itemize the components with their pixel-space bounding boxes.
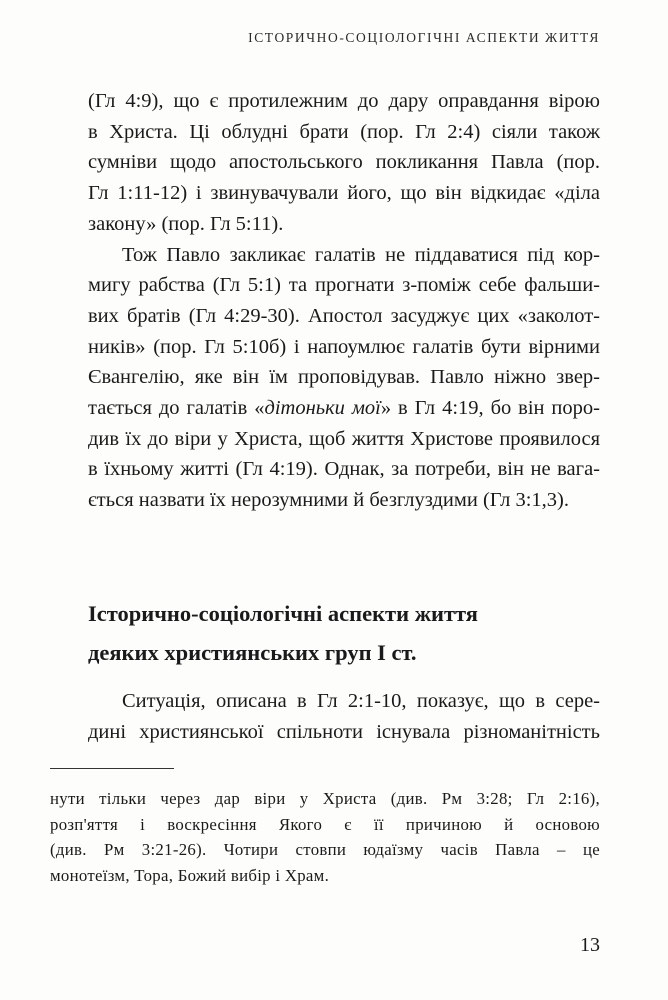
text-line: (Гл 4:9), що є протилежним до дару оправдання вірою — [88, 90, 600, 112]
text-line: мигу рабства (Гл 5:1) та прогнати з-поміж себе фальши- — [88, 274, 600, 297]
text-line: див їх до віри у Христа, щоб життя Христове проявилося — [88, 427, 600, 450]
text-line: в їхньому житті (Гл 4:19). Однак, за потреби, він не вага- — [88, 458, 600, 481]
text-line: Ситуація, описана в Гл 2:1-10, показує, що в сере- — [122, 690, 600, 712]
page-number: 13 — [580, 934, 600, 956]
text-line: Євангелію, яке він їм проповідував. Павло ніжно звер- — [88, 366, 600, 389]
footnote-line: (див. Рм 3:21-26). Чотири стовпи юдаїзму часів Павла – це — [50, 840, 600, 859]
text-line — [88, 393, 600, 424]
heading-line: Історично-соціологічні аспекти життя — [88, 601, 478, 626]
text-line: сумніви щодо апостольського покликання Павла (пор. — [88, 151, 600, 174]
text-line: вих братів (Гл 4:29-30). Апостол засуджує цих «заколот- — [88, 304, 600, 327]
paragraph-1 — [88, 86, 600, 240]
running-header: ІСТОРИЧНО-СОЦІОЛОГІЧНІ АСПЕКТИ ЖИТТЯ — [248, 30, 600, 45]
footnote-divider — [50, 768, 174, 769]
footnote-line: розп'яття і воскресіння Якого є її причиною й основою — [50, 814, 600, 834]
text-line: ється назвати їх нерозумними й безглуздими (Гл 3:1,3). — [88, 489, 569, 512]
section-paragraph — [88, 686, 600, 748]
footnote-line: нути тільки через дар віри у Христа (див. Рм 3:28; Гл 2:16), — [50, 789, 600, 808]
text-fragment: » в Гл 4:19, бо він поро- — [380, 397, 600, 420]
text-fragment: тається до галатів « — [88, 397, 265, 420]
text-line: закону» (пор. Гл 5:11). — [88, 212, 284, 235]
footnote-line: монотеїзм, Тора, Божий вибір і Храм. — [50, 865, 330, 885]
text-line: ників» (пор. Гл 5:10б) і напоумлює галатів бути вірними — [88, 335, 600, 358]
text-line: Гл 1:11-12) і звинувачували його, що він відкидає «діла — [88, 182, 600, 205]
text-line: в Христа. Ці облудні брати (пор. Гл 2:4) сіяли також — [88, 120, 600, 143]
footnote — [50, 786, 600, 888]
main-text — [88, 86, 600, 516]
heading-line: деяких християнських груп І ст. — [88, 640, 417, 665]
text-line: Тож Павло закликає галатів не піддаватися під кор- — [122, 243, 600, 266]
text-line: дині християнської спільноти існувала різноманітність — [88, 721, 600, 743]
paragraph-2 — [88, 240, 600, 516]
section-heading — [88, 594, 600, 672]
italic-phrase: дітоньки мої — [264, 397, 381, 420]
